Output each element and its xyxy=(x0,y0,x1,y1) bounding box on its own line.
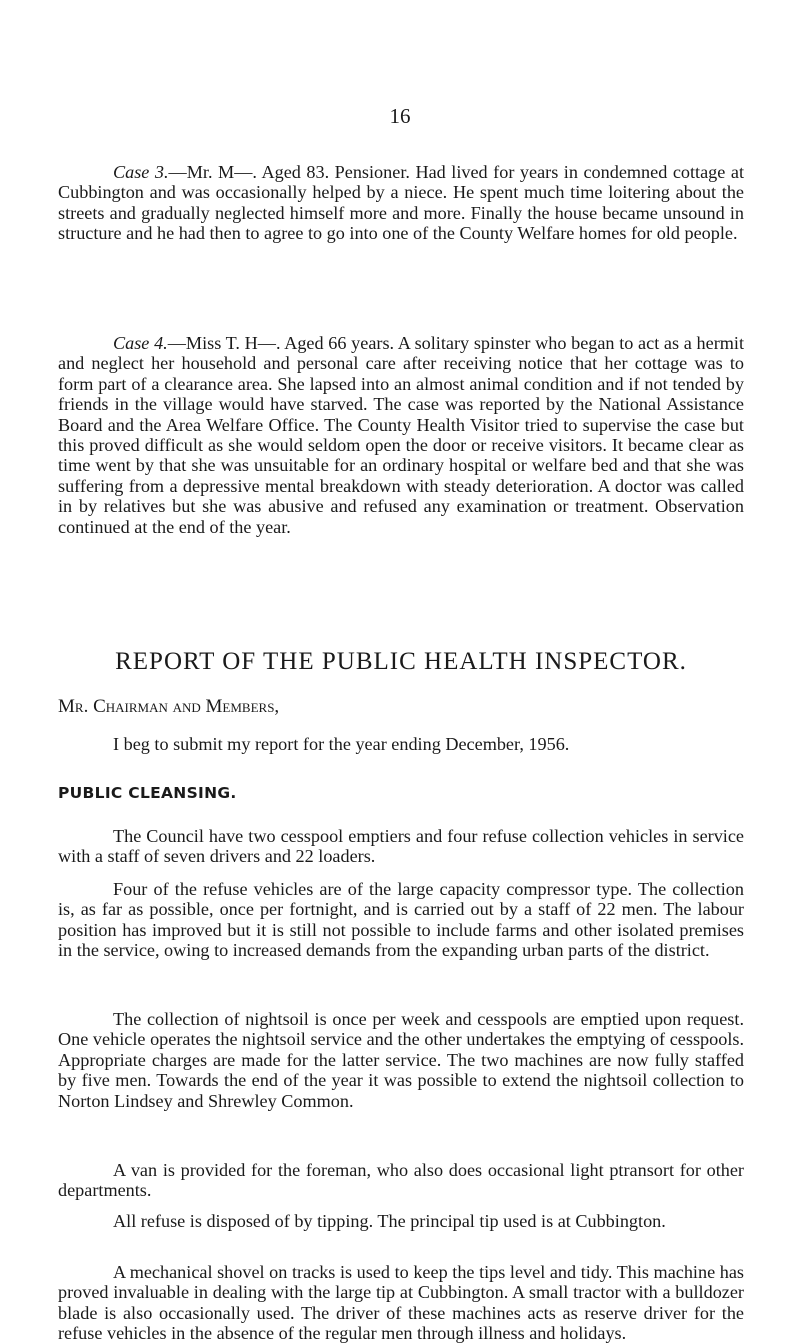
intro-text: I beg to submit my report for the year ending December, 1956. xyxy=(113,734,570,754)
intro-paragraph xyxy=(58,734,744,754)
salutation: Mr. Chairman and Members, xyxy=(58,696,280,717)
case-4-paragraph xyxy=(58,333,744,537)
case-4-text: —Miss T. H—. Aged 66 years. A solitary spinster who began to act as a hermit and neglect her household and personal care after receiving notice that her cottage was to form part of a clearance area. She lapsed into an almost animal condition and if not tended by friends in the village would have starved. The case was reported by the National Assistance Board and the Area Welfare Office. The County Health Visitor tried to supervise the case but this proved difficult as she would seldom open the door or receive visitors. It became clear as time went by that she was unsuitable for an ordinary hospital or welfare bed and that she was suffering from a depressive mental breakdown with steady deterioration. A doctor was called in by relatives but she was abusive and refused any examination or treatment. Observation continued at the end of the year. xyxy=(58,333,745,537)
report-heading: REPORT OF THE PUBLIC HEALTH INSPECTOR. xyxy=(115,648,687,675)
paragraph-text: All refuse is disposed of by tipping. The principal tip used is at Cubbington. xyxy=(113,1211,666,1231)
case-3-label: Case 3. xyxy=(113,162,169,182)
body-paragraph xyxy=(58,1262,744,1344)
case-4-label: Case 4. xyxy=(113,333,168,353)
case-3-text: —Mr. M—. Aged 83. Pensioner. Had lived for years in condemned cottage at Cubbington and was occasionally helped by a niece. He spent much time loitering about the streets and gradually neglected himself more and more. Finally the house became unsound in structure and he had then to agree to go into one of the County Welfare homes for old people. xyxy=(58,162,745,244)
page-number: 16 xyxy=(389,104,411,128)
case-3-paragraph xyxy=(58,162,744,244)
body-paragraph xyxy=(58,1160,744,1201)
body-paragraph xyxy=(58,1211,744,1231)
section-heading: PUBLIC CLEANSING. xyxy=(58,784,237,802)
paragraph-text: The Council have two cesspool emptiers and four refuse collection vehicles in service with a staff of seven drivers and 22 loaders. xyxy=(58,826,744,867)
paragraph-text: A van is provided for the foreman, who also does occasional light ptransort for other departments. xyxy=(58,1160,744,1201)
body-paragraph xyxy=(58,879,744,961)
paragraph-text: A mechanical shovel on tracks is used to keep the tips level and tidy. This machine has proved invaluable in dealing with the large tip at Cubbington. A small tractor with a bulldozer blade is also occasionally used. The driver of these machines acts as reserve driver for the refuse vehicles in the absence of the regular men through illness and holidays. xyxy=(58,1262,744,1344)
paragraph-text: The collection of nightsoil is once per week and cesspools are emptied upon request. One vehicle operates the nightsoil service and the other undertakes the emptying of cesspools. Appropriate charges are made for the latter service. The two machines are now fully staffed by five men. Towards the end of the year it was possible to extend the nightsoil collection to Norton Lindsey and Shrewley Common. xyxy=(58,1009,744,1111)
body-paragraph xyxy=(58,826,744,867)
body-paragraph xyxy=(58,1009,744,1111)
paragraph-text: Four of the refuse vehicles are of the large capacity compressor type. The collection is, as far as possible, once per fortnight, and is carried out by a staff of 22 men. The labour position has improved but it is still not possible to include farms and other isolated premises in the service, owing to increased demands from the expanding urban parts of the district. xyxy=(58,879,744,961)
